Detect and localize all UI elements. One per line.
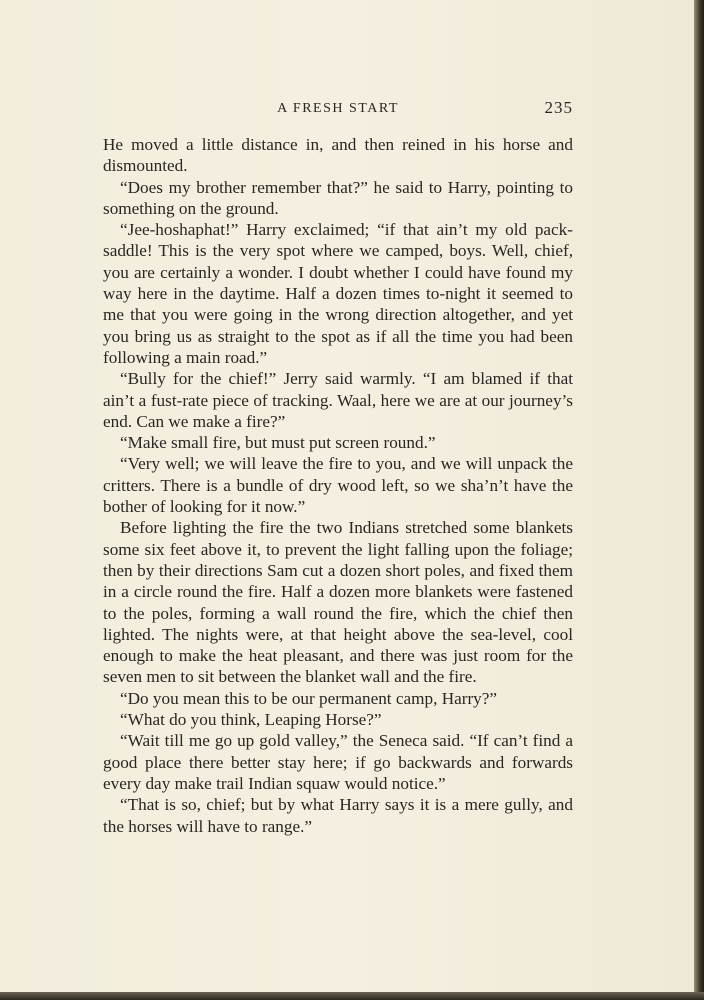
paragraph: “Wait till me go up gold valley,” the Seneca said. “If can’t find a good place there better stay here; if go backwards and forwards every day make trail Indian squaw would notice.” xyxy=(103,731,573,793)
body-text xyxy=(103,134,573,837)
paragraph: “Very well; we will leave the fire to you, and we will unpack the critters. There is a bundle of dry wood left, so we sha’n’t have the bother of looking for it now.” xyxy=(103,454,573,517)
paragraph: “Bully for the chief!” Jerry said warmly. “I am blamed if that ain’t a fust-rate piece of tracking. Waal, here we are at our journey’s end. Can we make a fire?” xyxy=(103,369,573,431)
paragraph: He moved a little distance in, and then reined in his horse and dismounted. xyxy=(103,135,573,176)
paragraph: “Does my brother remember that?” he said to Harry, pointing to something on the ground. xyxy=(103,177,573,218)
paragraph: Before lighting the fire the two Indians stretched some blankets some six feet above it, to prevent the light falling upon the foliage; then by their directions Sam cut a dozen short poles, and fixed them in a circle round the fire. Half a dozen more blankets were fastened to the poles, forming a wall round the fire, which the chief then lighted. The nights were, at that height above the sea-level, cool enough to make the heat pleasant, and there was just room for the seven men to sit between the blanket wall and the fire. xyxy=(103,518,573,687)
running-head xyxy=(103,98,573,120)
paragraph: “Do you mean this to be our permanent camp, Harry?” xyxy=(120,688,498,708)
running-head-title: A FRESH START xyxy=(277,101,399,116)
paragraph: “What do you think, Leaping Horse?” xyxy=(120,710,382,730)
paragraph: “Jee-hoshaphat!” Harry exclaimed; “if that ain’t my old pack-saddle! This is the very spot where we camped, boys. Well, chief, you are certainly a wonder. I doubt whether I could have found my way here in the daytime. Half a dozen times to-night it seemed to me that you were going in the wrong direction altogether, and yet you bring us as straight to the spot as if all the time you had been following a main road.” xyxy=(103,220,573,367)
paragraph: “That is so, chief; but by what Harry says it is a mere gully, and the horses will have to range.” xyxy=(103,795,573,836)
paragraph: “Make small fire, but must put screen round.” xyxy=(120,433,436,453)
page-edge-right xyxy=(694,0,704,1000)
page-edge-bottom xyxy=(0,992,704,1000)
page-number: 235 xyxy=(544,98,573,117)
